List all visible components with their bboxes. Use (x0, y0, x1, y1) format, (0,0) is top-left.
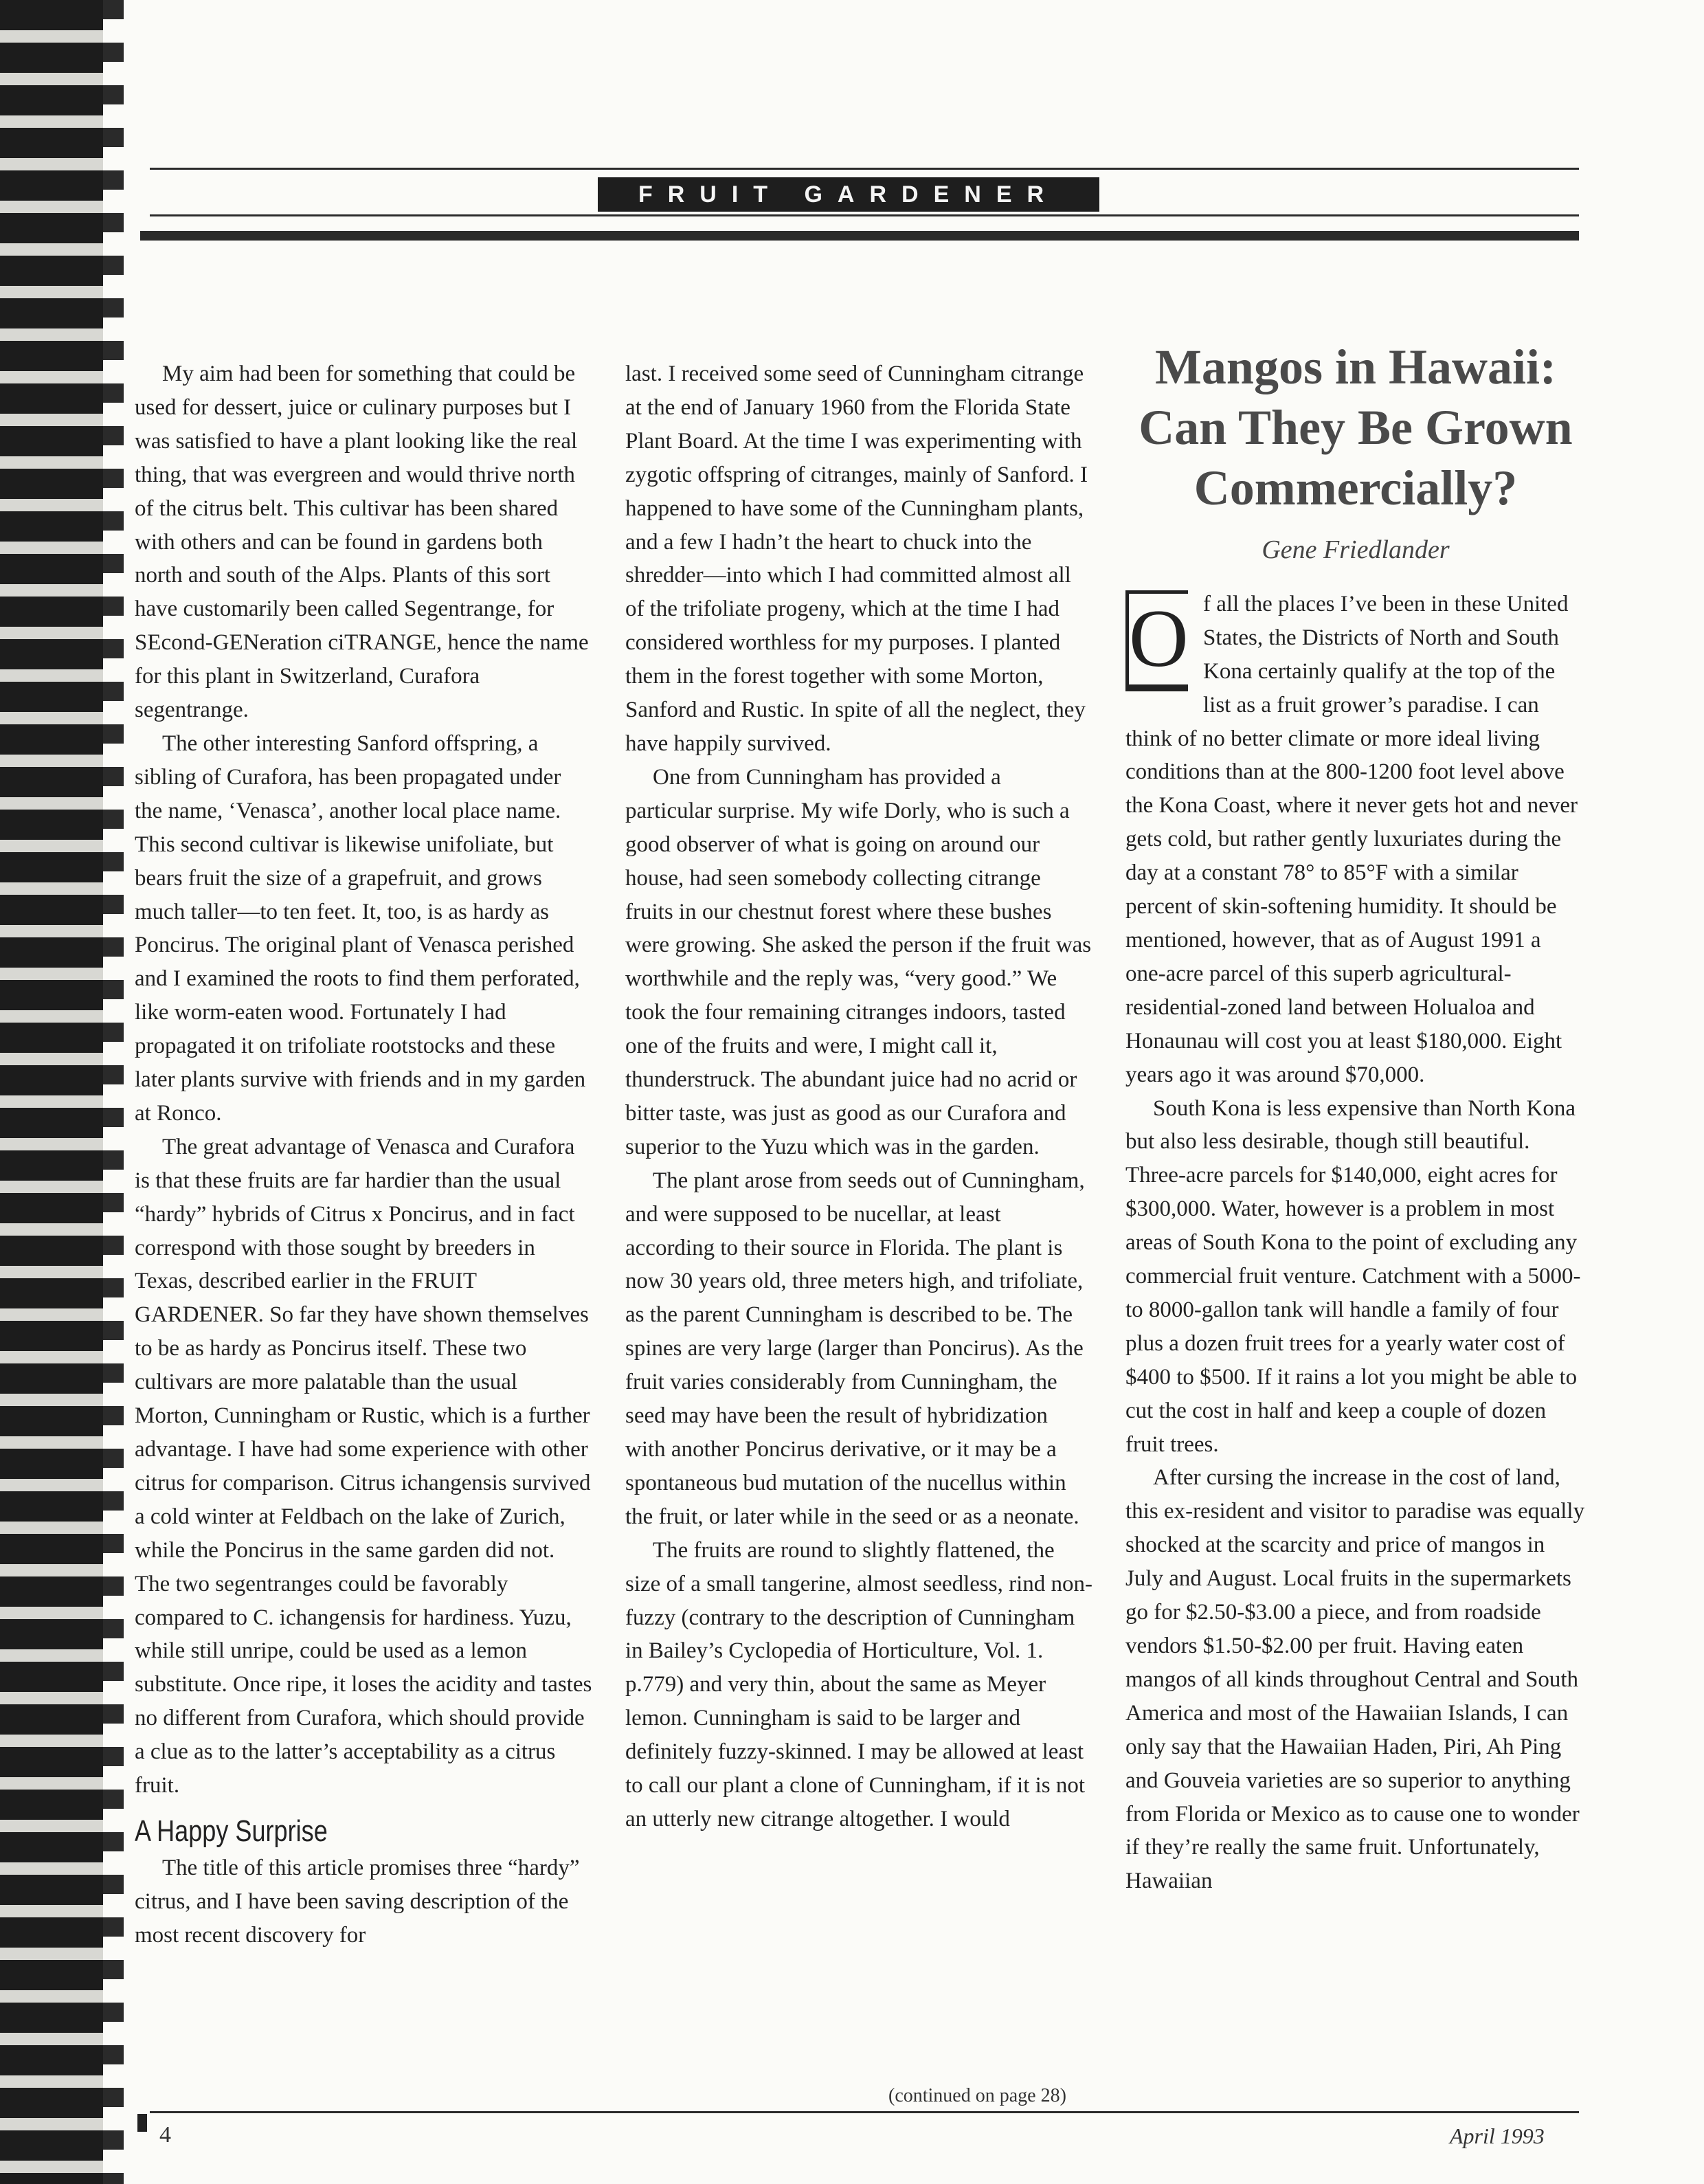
article-title: Mangos in Hawaii: Can They Be Grown Commercially? (1139, 339, 1573, 515)
page-number: 4 (159, 2122, 171, 2148)
paragraph: My aim had been for something that could be used for dessert, juice or culinary purposes but I was satisfied to have a plant looking like the real thing, that was evergreen and would thrive north of the citrus belt. This cultivar has been shared with others and can be found in gardens both north and south of the Alps. Plants of this sort have customarily been called Segentrange, for SEcond-GENeration ciTRANGE, hence the name for this plant in Switzerland, Curafora segentrange. (135, 361, 589, 723)
drop-cap: O (1125, 590, 1188, 691)
paragraph: After cursing the increase in the cost of land, this ex-resident and visitor to paradise was equally shocked at the scarcity and price of mangos in July and August. Local fruits in the supermarkets go for $2.50-$3.00 a piece, and from roadside vendors $1.50-$2.00 per fruit. Having eaten mangos of all kinds throughout Central and South America and most of the Hawaiian Islands, I can only say that the Hawaiian Haden, Piri, Ah Ping and Gouveia varieties are so superior to anything from Florida or Mexico as to cause one to wonder if they’re really the same fruit. Unfortunately, Hawaiian (1125, 1465, 1585, 1894)
paragraph: South Kona is less expensive than North Kona but also less desirable, though still beautiful. Three-acre parcels for $140,000, eight acres for $300,000. Water, however is a problem in most areas of South Kona to the point of excluding any commercial fruit venture. Catchment with a 5000- to 8000-gallon tank will handle a family of four plus a dozen fruit trees for a yearly water cost of $400 to $500. If it rains a lot you might be able to cut the cost in half and keep a couple of dozen fruit trees. (1125, 1095, 1581, 1457)
issue-date: April 1993 (1450, 2124, 1545, 2148)
paragraph: One from Cunningham has provided a particular surprise. My wife Dorly, who is such a good observer of what is going on around our house, had seen somebody collecting citrange fruits in our chestnut forest where these bushes were growing. She asked the person if the fruit was worthwhile and the reply was, “very good.” We took the four remaining citranges indoors, tasted one of the fruits and were, I might call it, thunderstruck. The abundant juice had no acrid or bitter taste, was just as good as our Curafora and superior to the Yuzu which was in the garden. (625, 764, 1092, 1159)
article-column-1 (135, 357, 594, 1952)
paragraph: The title of this article promises three “hardy” citrus, and I have been saving description of the most recent discovery for (135, 1855, 580, 1948)
paragraph: The other interesting Sanford offspring, a sibling of Curafora, has been propagated under the name, ‘Venasca’, another local place name. This second cultivar is likewise unifoliate, but bears fruit the size of a grapefruit, and grows much taller—to ten feet. It, too, is as hardy as Poncirus. The original plant of Venasca perished and I examined the roots to find them perforated, like worm-eaten wood. Fortunately I had propagated it on trifoliate rootstocks and these later plants survive with friends and in my garden at Ronco. (135, 731, 586, 1126)
section-banner: FRUIT GARDENER (598, 177, 1099, 212)
subheading: A Happy Surprise (135, 1814, 328, 1848)
folio-mark (137, 2114, 147, 2132)
paragraph: f all the places I’ve been in these United States, the Districts of North and South Kona certainly qualify at the top of the list as a fruit grower’s paradise. I can think of no better climate or more ideal living conditions than at the 800-1200 foot level above the Kona Coast, where it never gets hot and never gets cold, but rather gently luxuriates during the day at a constant 78° to 85°F with a similar percent of skin-softening humidity. It should be mentioned, however, that as of August 1991 a one-acre parcel of this superb agricultural-residential-zoned land between Holualoa and Honaunau will cost you at least $180,000. Eight years ago it was around $70,000. (1125, 591, 1578, 1087)
footer-rule (150, 2111, 1579, 2113)
article-byline: Gene Friedlander (1262, 535, 1450, 564)
binding-holes (103, 0, 124, 2184)
article-column-2 (625, 357, 1092, 1836)
article-column-3 (1125, 337, 1586, 1898)
paragraph: last. I received some seed of Cunningham citrange at the end of January 1960 from the Florida State Plant Board. At the time I was experimenting with zygotic offspring of citranges, mainly of Sanford. I happened to have some of the Cunningham plants, and a few I hadn’t the heart to chuck into the shredder—into which I had committed almost all of the trifoliate progeny, which at the time I had considered worthless for my purposes. I planted them in the forest together with some Morton, Sanford and Rustic. In spite of all the neglect, they have happily survived. (625, 361, 1088, 756)
header-rule-thick (140, 231, 1579, 241)
continued-note: (continued on page 28) (888, 2085, 1066, 2106)
header-rule-middle (150, 214, 1579, 216)
header-rule-top (150, 168, 1579, 170)
paragraph: The great advantage of Venasca and Curafora is that these fruits are far hardier than the usual “hardy” hybrids of Citrus x Poncirus, and in fact correspond with those sought by breeders in Texas, described earlier in the FRUIT GARDENER. So far they have shown themselves to be as hardy as Poncirus itself. These two cultivars are more palatable than the usual Morton, Cunningham or Rustic, which is a further advantage. I have had some experience with other citrus for comparison. Citrus ichangensis survived a cold winter at Feldbach on the lake of Zurich, while the Poncirus in the same garden did not. The two segentranges could be favorably compared to C. ichangensis for hardiness. Yuzu, while still unripe, could be used as a lemon substitute. Once ripe, it loses the acidity and tastes no different from Curafora, which should provide a clue as to the latter’s acceptability as a citrus fruit. (135, 1134, 592, 1798)
paragraph: The fruits are round to slightly flattened, the size of a small tangerine, almost seedless, rind non-fuzzy (contrary to the description of Cunningham in Bailey’s Cyclopedia of Horticulture, Vol. 1. p.779) and very thin, about the same as Meyer lemon. Cunningham is said to be larger and definitely fuzzy-skinned. I may be allowed at least to call our plant a clone of Cunningham, if it is not an utterly new citrange altogether. I would (625, 1537, 1092, 1831)
paragraph: The plant arose from seeds out of Cunningham, and were supposed to be nucellar, at least according to their source in Florida. The plant is now 30 years old, three meters high, and trifoliate, as the parent Cunningham is described to be. The spines are very large (larger than Poncirus). As the fruit varies considerably from Cunningham, the seed may have been the result of hybridization with another Poncirus derivative, or it may be a spontaneous bud mutation of the nucellus within the fruit, or later while in the seed or as a neonate. (625, 1168, 1085, 1529)
spiral-binding (0, 0, 120, 2184)
